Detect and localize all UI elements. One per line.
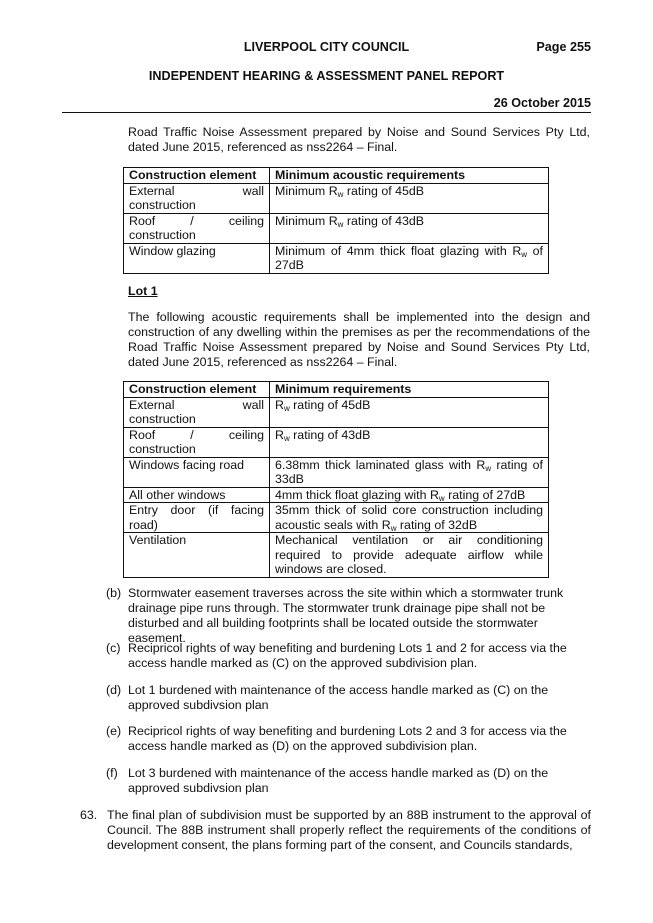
column-header: Construction element bbox=[124, 382, 270, 398]
requirement-text: 35mm thick of solid core construction including acoustic seals with R bbox=[275, 503, 543, 532]
council-name: LIVERPOOL CITY COUNCIL bbox=[243, 40, 410, 54]
requirement-text: Minimum R bbox=[275, 213, 338, 228]
item-text: Stormwater easement traverses across the site within which a stormwater trunk drainage pipe runs through. The stormwater trunk drainage pipe shall not be disturbed and all building footprints shall be located outside the stormwater easement. bbox=[128, 586, 564, 645]
requirement-text: rating of 33dB bbox=[275, 457, 543, 486]
requirement-cell bbox=[270, 213, 549, 243]
subscript: w bbox=[438, 493, 445, 503]
subscript: w bbox=[485, 463, 492, 473]
item-label: (b) bbox=[106, 586, 122, 600]
lot1-paragraph: The following acoustic requirements shall be implemented into the design and construction of any dwelling within the premises as per the recommendations of the Road Traffic Noise Assessment prepared by Noise and Sound Services Pty Ltd, dated June 2015, referenced as nss2264 – Final. bbox=[128, 310, 590, 369]
item-text: Lot 3 burdened with maintenance of the access handle marked as (D) on the approved subdivsion plan bbox=[128, 766, 549, 795]
element-word: Entry bbox=[129, 503, 158, 517]
element-cell bbox=[124, 183, 270, 213]
item-label: (c) bbox=[106, 641, 121, 655]
element-word: Roof bbox=[129, 213, 156, 228]
element-word: External bbox=[129, 183, 175, 198]
element-word: ceiling bbox=[228, 427, 264, 442]
element-word: facing bbox=[230, 503, 264, 517]
column-header: Minimum requirements bbox=[270, 382, 549, 398]
item-text: Lot 1 burdened with maintenance of the access handle marked as (C) on the approved subdivsion plan bbox=[128, 683, 549, 712]
table-row bbox=[124, 397, 549, 427]
requirement-cell bbox=[270, 457, 549, 487]
list-item bbox=[106, 683, 591, 713]
table-header-row bbox=[124, 382, 549, 398]
column-header: Construction element bbox=[124, 168, 270, 184]
element-word: wall bbox=[242, 397, 264, 412]
requirement-cell bbox=[270, 427, 549, 457]
requirement-text: rating of 32dB bbox=[396, 517, 478, 532]
element-word: road) bbox=[129, 517, 158, 532]
element-cell bbox=[124, 397, 270, 427]
requirement-text: R bbox=[275, 397, 284, 412]
item-label: (f) bbox=[106, 766, 118, 780]
acoustic-requirements-table bbox=[123, 167, 549, 274]
clause-number: 63. bbox=[80, 808, 98, 822]
requirement-text: 4mm thick float glazing with R bbox=[275, 487, 439, 502]
header-rule bbox=[62, 112, 591, 113]
page-number: Page 255 bbox=[536, 40, 591, 54]
element-cell: All other windows bbox=[124, 487, 270, 503]
table-row bbox=[124, 427, 549, 457]
requirement-cell bbox=[270, 487, 549, 503]
element-cell bbox=[124, 427, 270, 457]
element-word: / bbox=[190, 427, 194, 442]
item-label: (d) bbox=[106, 683, 122, 697]
table-row bbox=[124, 503, 549, 533]
lot1-requirements-table bbox=[123, 381, 549, 578]
table-row bbox=[124, 243, 549, 273]
subscript: w bbox=[337, 189, 344, 199]
item-text: Recipricol rights of way benefiting and burdening Lots 2 and 3 for access via the access handle marked as (D) on the approved subdivision plan. bbox=[128, 724, 567, 753]
requirement-cell bbox=[270, 533, 549, 578]
element-cell bbox=[124, 213, 270, 243]
element-word: door bbox=[170, 503, 196, 517]
requirement-cell bbox=[270, 243, 549, 273]
requirement-text: of 27dB bbox=[275, 243, 543, 272]
list-item bbox=[106, 641, 591, 671]
column-header: Minimum acoustic requirements bbox=[270, 168, 549, 184]
requirement-text: Mechanical ventilation or air conditioning required to provide adequate airflow while windows are closed. bbox=[275, 533, 543, 576]
clause-63 bbox=[80, 808, 591, 853]
subscript: w bbox=[283, 403, 290, 413]
subscript: w bbox=[521, 249, 528, 259]
element-word: (if bbox=[207, 503, 219, 517]
element-word: construction bbox=[129, 228, 196, 242]
clause-text: The final plan of subdivision must be supported by an 88B instrument to the approval of Council. The 88B instrument shall properly reflect the requirements of the conditions of development consent, the plans forming part of the consent, and Councils standards, bbox=[107, 808, 591, 852]
element-word: construction bbox=[129, 442, 196, 456]
requirement-text: Minimum R bbox=[275, 183, 338, 198]
subscript: w bbox=[390, 523, 397, 533]
subscript: w bbox=[283, 433, 290, 443]
requirement-text: rating of 43dB bbox=[343, 213, 425, 228]
requirement-text: rating of 43dB bbox=[289, 427, 371, 442]
element-cell bbox=[124, 503, 270, 533]
table-row bbox=[124, 533, 549, 578]
list-item bbox=[106, 766, 591, 796]
element-word: / bbox=[190, 213, 194, 228]
element-word: External bbox=[129, 397, 175, 412]
table-row bbox=[124, 213, 549, 243]
intro-paragraph: Road Traffic Noise Assessment prepared by Noise and Sound Services Pty Ltd, dated June 2015, referenced as nss2264 – Final. bbox=[128, 125, 590, 154]
element-cell: Window glazing bbox=[124, 243, 270, 273]
element-cell: Ventilation bbox=[124, 533, 270, 578]
requirement-text: rating of 45dB bbox=[343, 183, 425, 198]
list-item bbox=[106, 586, 591, 646]
requirement-cell bbox=[270, 183, 549, 213]
lot-heading: Lot 1 bbox=[128, 284, 158, 298]
requirement-text: R bbox=[275, 427, 284, 442]
table-row bbox=[124, 183, 549, 213]
element-word: construction bbox=[129, 412, 196, 426]
requirement-cell bbox=[270, 503, 549, 533]
table-row bbox=[124, 487, 549, 503]
table-header-row bbox=[124, 168, 549, 184]
element-word: construction bbox=[129, 198, 196, 212]
element-word: Roof bbox=[129, 427, 156, 442]
report-title: INDEPENDENT HEARING & ASSESSMENT PANEL REPORT bbox=[148, 69, 505, 83]
element-word: wall bbox=[242, 183, 264, 198]
requirement-text: 6.38mm thick laminated glass with R bbox=[275, 457, 486, 472]
element-word: ceiling bbox=[228, 213, 264, 228]
subscript: w bbox=[337, 219, 344, 229]
item-label: (e) bbox=[106, 724, 122, 738]
table-row bbox=[124, 457, 549, 487]
requirement-text: rating of 45dB bbox=[289, 397, 371, 412]
requirement-text: Minimum of 4mm thick float glazing with R bbox=[275, 243, 522, 258]
requirement-cell bbox=[270, 397, 549, 427]
item-text: Recipricol rights of way benefiting and burdening Lots 1 and 2 for access via the access handle marked as (C) on the approved subdivision plan. bbox=[128, 641, 567, 670]
requirement-text: rating of 27dB bbox=[444, 487, 526, 502]
report-date: 26 October 2015 bbox=[493, 96, 591, 110]
element-cell: Windows facing road bbox=[124, 457, 270, 487]
list-item bbox=[106, 724, 591, 754]
